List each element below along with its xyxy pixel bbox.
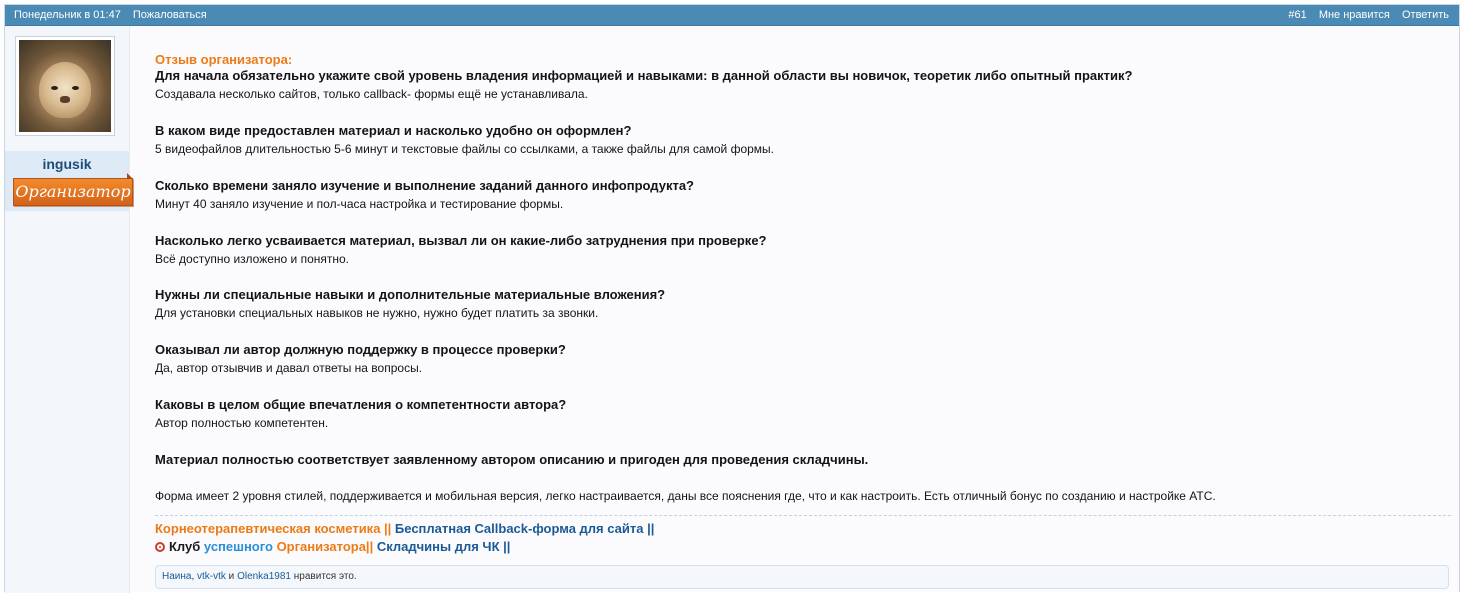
report-link[interactable]: Пожаловаться [132,9,207,21]
review-question: Сколько времени заняло изучение и выполнение заданий данного инфопродукта? [155,178,694,193]
likes-and: и [225,571,238,582]
post-timestamp[interactable]: Понедельник в 01:47 [14,9,121,21]
forum-post [4,4,1460,592]
review-question: Насколько легко усваивается материал, вызвал ли он какие-либо затруднения при проверке? [155,233,767,248]
signature-link-callback[interactable]: Бесплатная Callback-форма для сайта || [391,521,655,536]
review-item [155,396,566,432]
review-title: Отзыв организатора: [155,52,293,67]
review-answer: Да, автор отзывчив и давал ответы на вопросы. [155,361,423,375]
gear-icon [155,542,165,552]
review-item [155,177,694,213]
review-question: Нужны ли специальные навыки и дополнительные материальные вложения? [155,287,666,302]
like-user-link[interactable]: Olenka1981 [237,571,291,582]
signature [155,520,654,556]
lion-avatar-icon [19,40,111,132]
review-item [155,341,566,377]
author-username[interactable]: ingusik [42,156,92,172]
likes-suffix: нравится это. [291,571,357,582]
review-answer: 5 видеофайлов длительностью 5-6 минут и текстовые файлы со ссылками, а также файлы для самой формы. [155,142,775,156]
like-user-link[interactable]: Наина [162,571,192,582]
organizer-badge: Организатор [13,178,133,206]
like-user-link[interactable]: vtk-vtk [197,571,226,582]
reply-link[interactable]: Ответить [1401,9,1449,21]
author-sidebar [5,26,130,593]
review-answer: Всё доступно изложено и понятно. [155,252,349,266]
avatar[interactable] [15,36,115,136]
signature-link-cosmetics[interactable]: Корнеотерапевтическая косметика || [155,521,392,536]
likes-separator: , [191,571,198,582]
review-answer: Минут 40 заняло изучение и пол-часа настройка и тестирование формы. [155,197,564,211]
review-item [155,286,665,322]
signature-successful[interactable]: успешного [203,539,273,554]
review-answer: Автор полностью компетентен. [155,416,329,430]
like-link[interactable]: Мне нравится [1318,9,1390,21]
signature-organizer[interactable]: Организатора|| [276,539,374,554]
review-item [155,67,1132,103]
review-conclusion: Материал полностью соответствует заявленному автором описанию и пригоден для проведения складчины. [155,452,869,467]
review-question: Оказывал ли автор должную поддержку в процессе проверки? [155,342,566,357]
post-number-link[interactable]: #61 [1288,9,1307,21]
signature-club[interactable]: Клуб [169,539,204,554]
signature-link-skladchiny[interactable]: Складчины для ЧК || [373,539,511,554]
review-item [155,122,774,158]
review-question: В каком виде предоставлен материал и насколько удобно он оформлен? [155,123,632,138]
post-topbar [5,5,1459,26]
review-summary: Форма имеет 2 уровня стилей, поддерживается и мобильная версия, легко настраивается, даны все пояснения где, что и как настроить. Есть отличный бонус по созданию и настройке АТС. [155,489,1216,503]
review-item [155,232,767,268]
likes-summary [155,565,1449,589]
review-question: Каковы в целом общие впечатления о компетентности автора? [155,397,567,412]
review-answer: Для установки специальных навыков не нужно, нужно будет платить за звонки. [155,306,599,320]
review-question: Для начала обязательно укажите свой уровень владения информацией и навыками: в данной области вы новичок, теоретик либо опытный практик? [155,68,1133,83]
signature-divider [155,515,1451,516]
review-answer: Создавала несколько сайтов, только callback- формы ещё не устанавливала. [155,87,588,101]
